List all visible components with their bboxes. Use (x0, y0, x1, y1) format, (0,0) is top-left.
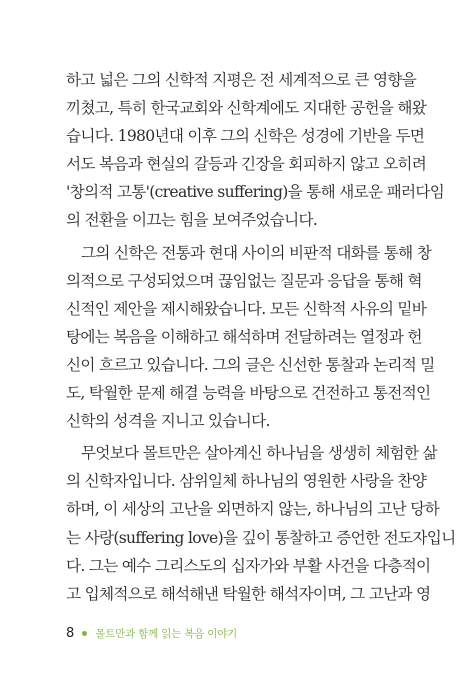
bullet-dot-icon (82, 631, 87, 636)
body-text (66, 66, 456, 608)
text-line: '창의적 고통'(creative suffering)을 통해 새로운 패러다임 (66, 183, 445, 202)
text-line: 다. 그는 예수 그리스도의 십자가와 부활 사건을 다층적이 (66, 556, 431, 575)
text-line: 하며, 이 세상의 고난을 외면하지 않는, 하나님의 고난 당하 (66, 500, 439, 519)
text-line: 무엇보다 몰트만은 살아계신 하나님을 생생히 체험한 삶 (81, 444, 437, 463)
text-line: 의 신학자입니다. 삼위일체 하나님의 영원한 사랑을 찬양 (66, 472, 427, 491)
text-line: 탕에는 복음을 이해하고 해석하며 전달하려는 열정과 헌 (66, 327, 422, 346)
text-line: 도, 탁월한 문제 해결 능력을 바탕으로 건전하고 통전적인 (66, 384, 431, 403)
paragraph (66, 439, 456, 608)
text-line: 신이 흐르고 있습니다. 그의 글은 신선한 통찰과 논리적 밀 (66, 355, 435, 374)
text-line: 하고 넓은 그의 신학적 지평은 전 세계적으로 큰 영향을 (66, 71, 417, 89)
text-line: 신적인 제안을 제시해왔습니다. 모든 신학적 사유의 밑바 (66, 299, 427, 318)
text-line: 습니다. 1980년대 이후 그의 신학은 성경에 기반을 두면 (66, 127, 425, 146)
text-line: 의 전환을 이끄는 힘을 보여주었습니다. (66, 211, 318, 230)
page-footer (66, 625, 237, 641)
text-line: 신학의 성격을 지니고 있습니다. (66, 412, 270, 431)
paragraph (66, 239, 435, 436)
text-line: 는 사랑(suffering love)을 깊이 통찰하고 증언한 전도자입니 (66, 528, 456, 547)
paragraph (66, 66, 445, 235)
text-line: 끼쳤고, 특히 한국교회와 신학계에도 지대한 공헌을 해왔 (66, 99, 427, 118)
text-line: 의적으로 구성되었으며 끊임없는 질문과 응답을 통해 혁 (66, 271, 422, 290)
running-title: 몰트만과 함께 읽는 복음 이야기 (95, 627, 238, 640)
text-line: 고 입체적으로 해석해낸 탁월한 해석자이며, 그 고난과 영 (66, 584, 431, 603)
text-line: 그의 신학은 전통과 현대 사이의 비판적 대화를 통해 창 (81, 243, 432, 262)
page-number: 8 (66, 625, 75, 641)
text-line: 서도 복음과 현실의 갈등과 긴장을 회피하지 않고 오히려 (66, 155, 427, 174)
